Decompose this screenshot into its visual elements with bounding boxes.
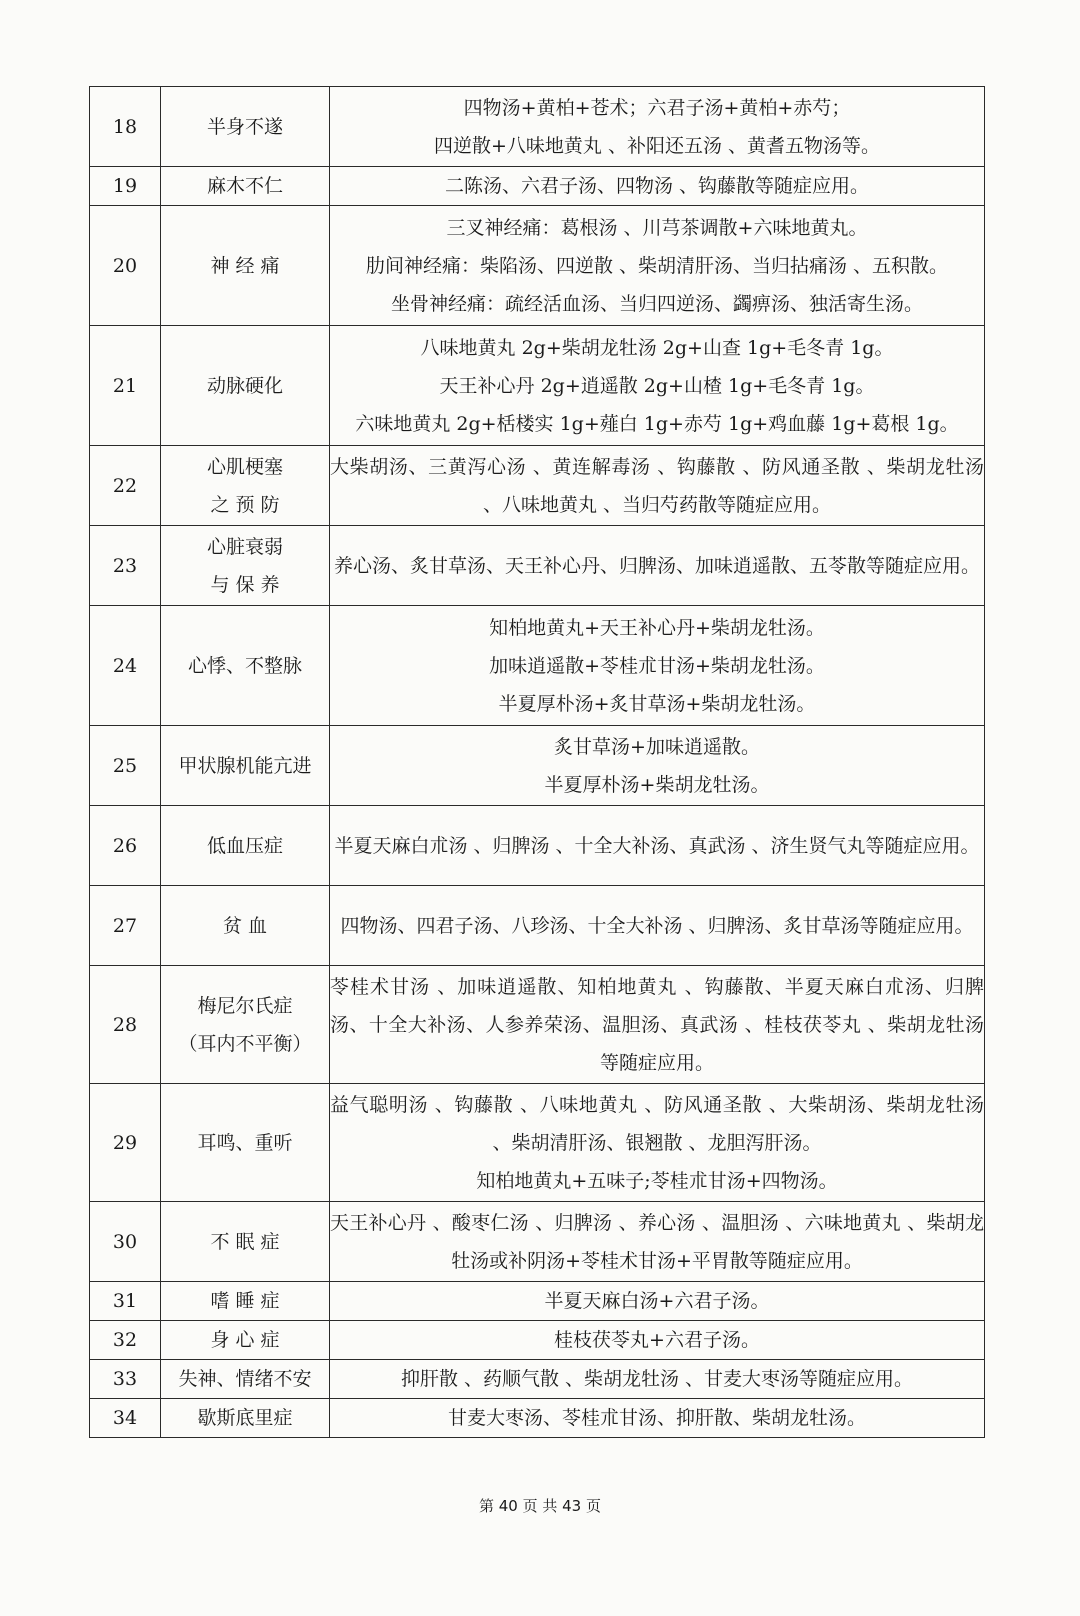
condition-cell	[161, 167, 330, 206]
remedy-text: 知柏地黄丸+天王补心丹+柴胡龙牡汤。	[489, 616, 825, 639]
condition-text: 身 心 症	[210, 1329, 280, 1351]
condition-cell	[161, 1202, 330, 1282]
remedy-text: 半夏天麻白汤+六君子汤。	[544, 1290, 770, 1312]
table-row	[90, 1321, 985, 1360]
condition-cell	[161, 87, 330, 167]
remedy-cell	[330, 87, 985, 167]
condition-text: 失神、情绪不安	[178, 1368, 312, 1390]
table-row	[90, 1282, 985, 1321]
table-row	[90, 966, 985, 1084]
remedy-cell	[330, 966, 985, 1084]
row-number: 20	[90, 206, 161, 326]
remedy-text: 益气聪明汤 、钩藤散 、八味地黄丸 、防风通圣散 、大柴胡汤、柴胡龙牡汤 、柴胡清肝汤、银翘散 、龙胆泻肝汤。	[330, 1093, 984, 1154]
condition-cell	[161, 1399, 330, 1438]
remedy-text: 半夏厚朴汤+炙甘草汤+柴胡龙牡汤。	[498, 692, 816, 715]
table-row	[90, 1360, 985, 1399]
remedy-cell	[330, 1282, 985, 1321]
row-number: 18	[90, 87, 161, 167]
condition-text: 甲状腺机能亢进	[178, 754, 312, 777]
table-row	[90, 167, 985, 206]
condition-cell	[161, 526, 330, 606]
table-row	[90, 606, 985, 726]
row-number: 22	[90, 446, 161, 526]
row-number: 21	[90, 326, 161, 446]
condition-text: 歇斯底里症	[197, 1407, 293, 1429]
row-number: 23	[90, 526, 161, 606]
remedy-text: 六味地黄丸 2g+栝楼实 1g+薤白 1g+赤芍 1g+鸡血藤 1g+葛根 1g。	[355, 412, 959, 435]
row-number: 33	[90, 1360, 161, 1399]
remedy-text: 炙甘草汤+加味逍遥散。	[554, 735, 760, 758]
condition-cell	[161, 326, 330, 446]
table-row	[90, 87, 985, 167]
table-row	[90, 1202, 985, 1282]
table-row	[90, 806, 985, 886]
row-number: 30	[90, 1202, 161, 1282]
condition-text: 神 经 痛	[210, 254, 280, 277]
remedy-cell	[330, 1360, 985, 1399]
condition-cell	[161, 726, 330, 806]
condition-cell	[161, 886, 330, 966]
row-number: 26	[90, 806, 161, 886]
table-row	[90, 206, 985, 326]
condition-cell	[161, 1084, 330, 1202]
remedy-cell	[330, 206, 985, 326]
condition-text: 梅尼尔氏症	[197, 994, 293, 1017]
remedy-cell	[330, 606, 985, 726]
remedy-text: 苓桂术甘汤 、加味逍遥散、知柏地黄丸 、钩藤散、半夏天麻白朮汤、归脾汤、十全大补汤、人参养荣汤、温胆汤、真武汤 、桂枝茯苓丸 、柴胡龙牡汤等随症应用。	[330, 975, 984, 1074]
condition-text: 麻木不仁	[206, 175, 283, 197]
row-number: 25	[90, 726, 161, 806]
remedy-text: 半夏天麻白朮汤 、归脾汤 、十全大补汤、真武汤 、济生贤气丸等随症应用。	[334, 834, 980, 857]
row-number: 19	[90, 167, 161, 206]
condition-text: 嗜 睡 症	[210, 1290, 280, 1312]
condition-text: 之 预 防	[210, 493, 280, 516]
remedy-text: 坐骨神经痛：疏经活血汤、当归四逆汤、蠲痹汤、独活寄生汤。	[390, 292, 923, 315]
condition-cell	[161, 966, 330, 1084]
remedy-text: 八味地黄丸 2g+柴胡龙牡汤 2g+山查 1g+毛冬青 1g。	[420, 336, 894, 359]
remedy-text: 甘麦大枣汤、苓桂朮甘汤、抑肝散、柴胡龙牡汤。	[447, 1407, 866, 1429]
remedy-cell	[330, 1084, 985, 1202]
remedy-cell	[330, 1202, 985, 1282]
remedy-text: 养心汤、炙甘草汤、天王补心丹、归脾汤、加味逍遥散、五苓散等随症应用。	[333, 554, 980, 577]
remedy-text: 肋间神经痛：柴陷汤、四逆散 、柴胡清肝汤、当归拈痛汤 、五积散。	[365, 254, 949, 277]
table-row	[90, 446, 985, 526]
condition-text: 与 保 养	[210, 573, 280, 596]
remedy-text: 天王补心丹 2g+逍遥散 2g+山楂 1g+毛冬青 1g。	[439, 374, 875, 397]
remedy-text: 四物汤+黄柏+苍术；六君子汤+黄柏+赤芍；	[463, 96, 851, 119]
remedy-text: 加味逍遥散+苓桂朮甘汤+柴胡龙牡汤。	[489, 654, 825, 677]
remedy-text: 四物汤、四君子汤、八珍汤、十全大补汤 、归脾汤、炙甘草汤等随症应用。	[340, 914, 974, 937]
row-number: 27	[90, 886, 161, 966]
row-number: 28	[90, 966, 161, 1084]
remedy-text: 抑肝散 、药顺气散 、柴胡龙牡汤 、甘麦大枣汤等随症应用。	[400, 1368, 914, 1390]
remedy-cell	[330, 806, 985, 886]
condition-text: 心肌梗塞	[206, 455, 283, 478]
condition-text: 心脏衰弱	[206, 535, 283, 558]
remedy-text: 桂枝茯苓丸+六君子汤。	[554, 1329, 760, 1351]
row-number: 31	[90, 1282, 161, 1321]
prescription-table-body	[90, 87, 985, 1438]
remedy-cell	[330, 446, 985, 526]
table-row	[90, 726, 985, 806]
remedy-cell	[330, 326, 985, 446]
remedy-text: 知柏地黄丸+五味子;苓桂朮甘汤+四物汤。	[476, 1169, 838, 1192]
condition-cell	[161, 446, 330, 526]
condition-cell	[161, 1360, 330, 1399]
remedy-text: 大柴胡汤、三黄泻心汤 、黄连解毒汤 、钩藤散 、防风通圣散 、柴胡龙牡汤 、八味地黄丸 、当归芍药散等随症应用。	[330, 455, 984, 516]
condition-cell	[161, 1321, 330, 1360]
remedy-text: 四逆散+八味地黄丸 、补阳还五汤 、黄耆五物汤等。	[433, 134, 880, 157]
table-row	[90, 326, 985, 446]
condition-text: 耳鸣、重听	[197, 1131, 293, 1154]
remedy-cell	[330, 726, 985, 806]
condition-text: 半身不遂	[206, 115, 283, 138]
remedy-cell	[330, 526, 985, 606]
condition-text: 不 眠 症	[210, 1230, 280, 1253]
remedy-text: 天王补心丹 、酸枣仁汤 、归脾汤 、养心汤 、温胆汤 、六味地黄丸 、柴胡龙牡汤或补阴汤+苓桂术甘汤+平胃散等随症应用。	[330, 1211, 984, 1272]
prescription-table	[89, 86, 985, 1438]
remedy-text: 三叉神经痛：葛根汤 、川芎茶调散+六味地黄丸。	[446, 216, 868, 239]
row-number: 29	[90, 1084, 161, 1202]
condition-text: （耳内不平衡）	[178, 1032, 312, 1055]
remedy-text: 半夏厚朴汤+柴胡龙牡汤。	[544, 773, 770, 796]
row-number: 34	[90, 1399, 161, 1438]
condition-text: 心悸、不整脉	[187, 654, 302, 677]
table-row	[90, 1084, 985, 1202]
remedy-cell	[330, 167, 985, 206]
condition-cell	[161, 606, 330, 726]
row-number: 24	[90, 606, 161, 726]
condition-cell	[161, 1282, 330, 1321]
remedy-text: 二陈汤、六君子汤、四物汤 、钩藤散等随症应用。	[444, 175, 870, 197]
remedy-cell	[330, 1399, 985, 1438]
row-number: 32	[90, 1321, 161, 1360]
condition-cell	[161, 206, 330, 326]
table-row	[90, 526, 985, 606]
condition-text: 低血压症	[206, 834, 283, 857]
table-row	[90, 1399, 985, 1438]
page-footer: 第 40 页 共 43 页	[478, 1497, 601, 1515]
table-row	[90, 886, 985, 966]
condition-text: 贫 血	[222, 914, 268, 937]
remedy-cell	[330, 1321, 985, 1360]
remedy-cell	[330, 886, 985, 966]
condition-cell	[161, 806, 330, 886]
condition-text: 动脉硬化	[206, 374, 283, 397]
